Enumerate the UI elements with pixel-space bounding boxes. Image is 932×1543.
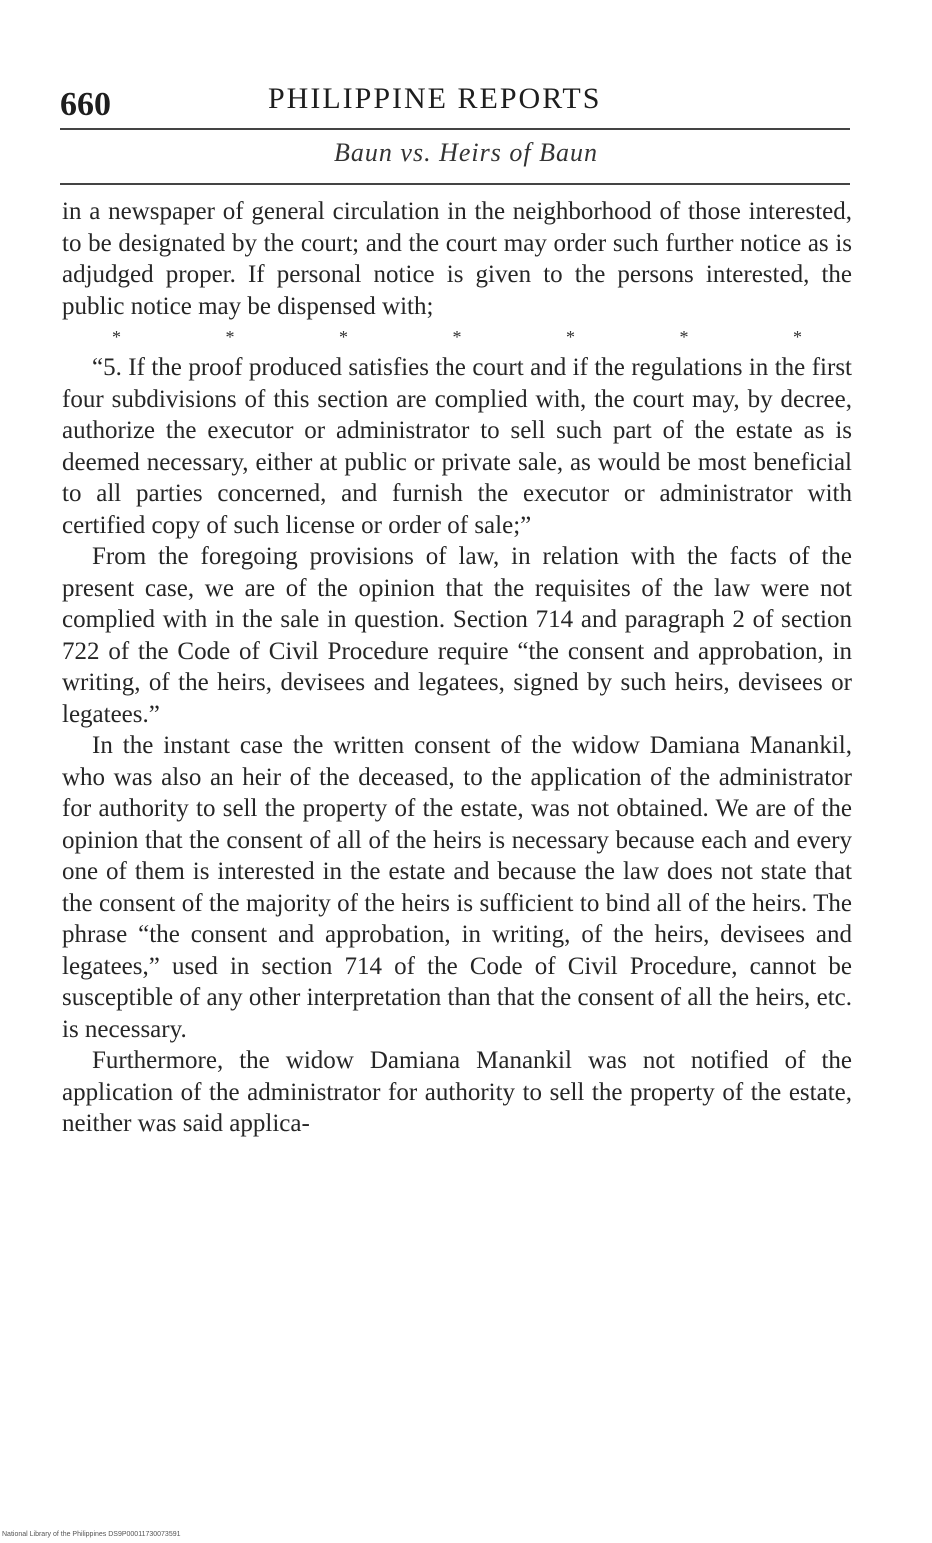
star: * — [679, 327, 689, 347]
star: * — [339, 327, 348, 347]
running-head: PHILIPPINE REPORTS — [268, 82, 602, 115]
star: * — [793, 327, 802, 347]
star: * — [452, 327, 462, 347]
header-rule-bottom — [60, 183, 850, 185]
body-text — [62, 196, 852, 1140]
star: * — [112, 327, 121, 347]
star: * — [566, 327, 575, 347]
case-title: Baun vs. Heirs of Baun — [334, 138, 598, 167]
library-footer-note: National Library of the Philippines DS9P00011730073591 — [2, 1531, 181, 1538]
paragraph-5: Furthermore, the widow Damiana Manankil was not notified of the application of the administrator for authority to sell the property of the estate, neither was said applica- — [62, 1047, 852, 1137]
paragraph-3: From the foregoing provisions of law, in relation with the facts of the present case, we are of the opinion that the requisites of the law were not complied with in the sale in question. Section 714 and paragraph 2 of section 722 of the Code of Civil Procedure require “the consent and approbation, in writing, of the heirs, devisees and legatees, signed by such heirs, devisees or legatees.” — [62, 543, 852, 728]
header-rule-top — [60, 128, 850, 130]
paragraph-2: “5. If the proof produced satisfies the court and if the regulations in the first four subdivisions of this section are complied with, the court may, by decree, authorize the executor or administrator to sell such part of the estate as is deemed necessary, either at public or private sale, as would be most beneficial to all parties concerned, and furnish the executor or administrator with certified copy of such license or order of sale;” — [62, 354, 852, 539]
star: * — [225, 327, 235, 347]
paragraph-1: in a newspaper of general circulation in the neighborhood of those interested, to be designated by the court; and the court may order such further notice as is adjudged proper. If personal notice is given to the persons interested, the public notice may be dispensed with; — [62, 198, 852, 320]
page-number: 660 — [60, 86, 111, 123]
paragraph-4: In the instant case the written consent of the widow Damiana Manankil, who was also an heir of the deceased, to the application of the administrator for authority to sell the property of the estate, was not obtained. We are of the opinion that the consent of all of the heirs is necessary because each and every one of them is interested in the estate and because the law does not state that the consent of the majority of the heirs is sufficient to bind all of the heirs. The phrase “the consent and approbation, in writing, of the heirs, devisees and legatees,” used in section 714 of the Code of Civil Procedure, cannot be susceptible of any other interpretation than that the consent of all the heirs, etc. is necessary. — [62, 732, 852, 1043]
omission-stars — [62, 322, 852, 352]
